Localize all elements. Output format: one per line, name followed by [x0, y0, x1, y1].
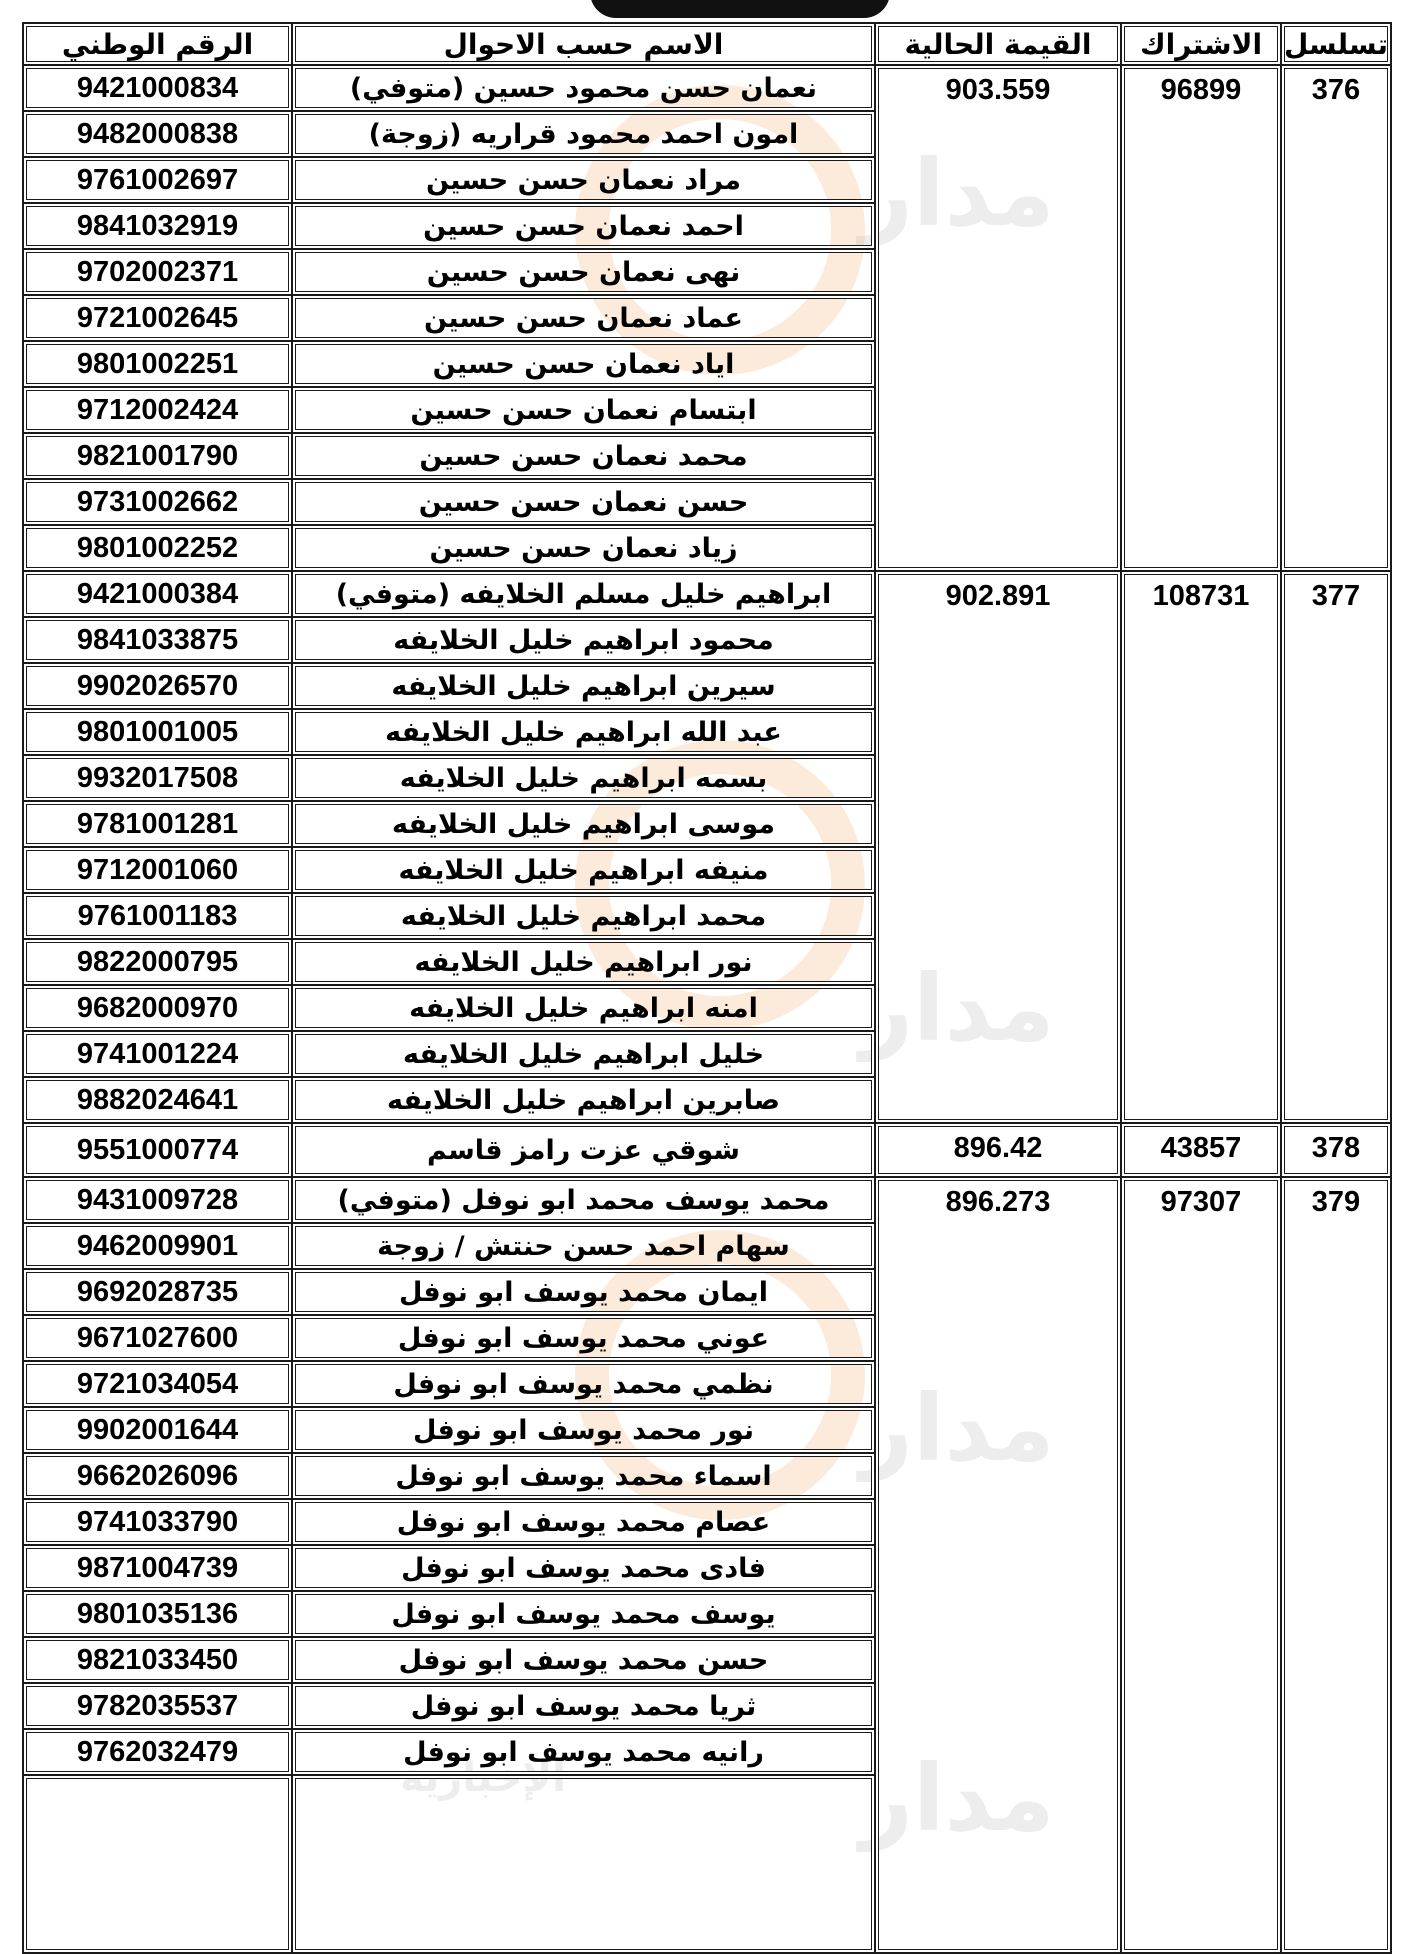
- cell-national-id: 9721034054: [23, 1361, 292, 1407]
- cell-national-id: 9692028735: [23, 1269, 292, 1315]
- cell-national-id: 9662026096: [23, 1453, 292, 1499]
- cell-national-id: 9761002697: [23, 157, 292, 203]
- table-row: [23, 1177, 1391, 1223]
- cell-name: مراد نعمان حسن حسين: [292, 157, 875, 203]
- cell-national-id: 9741001224: [23, 1031, 292, 1077]
- cell-seq: 376: [1281, 65, 1391, 571]
- cell-name: محمد يوسف محمد ابو نوفل (متوفي): [292, 1177, 875, 1223]
- cell-name: حسن محمد يوسف ابو نوفل: [292, 1637, 875, 1683]
- cell-national-id: 9741033790: [23, 1499, 292, 1545]
- cell-national-id: 9841032919: [23, 203, 292, 249]
- cell-name: اياد نعمان حسن حسين: [292, 341, 875, 387]
- cell-name: محمود ابراهيم خليل الخلايفه: [292, 617, 875, 663]
- header-national-id: الرقم الوطني: [23, 23, 292, 65]
- cell-national-id: 9801001005: [23, 709, 292, 755]
- cell-national-id: 9431009728: [23, 1177, 292, 1223]
- cell-name: عبد الله ابراهيم خليل الخلايفه: [292, 709, 875, 755]
- watermark-brand: مدار: [860, 1375, 1055, 1482]
- cell-national-id: 9421000834: [23, 65, 292, 111]
- cell-name: فادى محمد يوسف ابو نوفل: [292, 1545, 875, 1591]
- cell-seq: 379: [1281, 1177, 1391, 1953]
- cell-national-id: 9821001790: [23, 433, 292, 479]
- cell-national-id: 9762032479: [23, 1729, 292, 1775]
- cell-national-id: 9801035136: [23, 1591, 292, 1637]
- cell-national-id: 9801002251: [23, 341, 292, 387]
- cell-national-id: 9712002424: [23, 387, 292, 433]
- cell-national-id: 9882024641: [23, 1077, 292, 1123]
- table-row: [23, 1123, 1391, 1177]
- cell-subscription: 96899: [1121, 65, 1281, 571]
- cell-name: سيرين ابراهيم خليل الخلايفه: [292, 663, 875, 709]
- cell-name: نور ابراهيم خليل الخلايفه: [292, 939, 875, 985]
- cell-name: نور محمد يوسف ابو نوفل: [292, 1407, 875, 1453]
- cell-name: نهى نعمان حسن حسين: [292, 249, 875, 295]
- cell-national-id: 9902026570: [23, 663, 292, 709]
- cell-name: رانيه محمد يوسف ابو نوفل: [292, 1729, 875, 1775]
- cell-name: سهام احمد حسن حنتش / زوجة: [292, 1223, 875, 1269]
- cell-national-id: 9902001644: [23, 1407, 292, 1453]
- cell-name: محمد نعمان حسن حسين: [292, 433, 875, 479]
- cell-current-value: 903.559: [875, 65, 1121, 571]
- cell-name: عصام محمد يوسف ابو نوفل: [292, 1499, 875, 1545]
- cell-national-id: 9421000384: [23, 571, 292, 617]
- cell-seq: 378: [1281, 1123, 1391, 1177]
- header-current-value: القيمة الحالية: [875, 23, 1121, 65]
- cell-name: منيفه ابراهيم خليل الخلايفه: [292, 847, 875, 893]
- cell-subscription: 108731: [1121, 571, 1281, 1123]
- cell-national-id: 9671027600: [23, 1315, 292, 1361]
- cell-national-id: 9712001060: [23, 847, 292, 893]
- cell-name: صابرين ابراهيم خليل الخلايفه: [292, 1077, 875, 1123]
- header-name: الاسم حسب الاحوال: [292, 23, 875, 65]
- watermark-brand: مدار: [860, 955, 1055, 1062]
- cell-name: خليل ابراهيم خليل الخلايفه: [292, 1031, 875, 1077]
- watermark-brand: مدار: [860, 1745, 1055, 1852]
- cell-name: موسى ابراهيم خليل الخلايفه: [292, 801, 875, 847]
- cell-name: زياد نعمان حسن حسين: [292, 525, 875, 571]
- header-subscription: الاشتراك: [1121, 23, 1281, 65]
- top-ornament: [590, 0, 890, 18]
- cell-national-id: 9721002645: [23, 295, 292, 341]
- watermark-brand: مدار: [860, 140, 1055, 247]
- cell-name: ايمان محمد يوسف ابو نوفل: [292, 1269, 875, 1315]
- table-row: [23, 65, 1391, 111]
- table-body: [23, 65, 1391, 1953]
- cell-national-id: 9801002252: [23, 525, 292, 571]
- cell-national-id: 9932017508: [23, 755, 292, 801]
- cell-name: ثريا محمد يوسف ابو نوفل: [292, 1683, 875, 1729]
- cell-national-id: 9551000774: [23, 1123, 292, 1177]
- table-row: [23, 571, 1391, 617]
- cell-name: امون احمد محمود قراريه (زوجة): [292, 111, 875, 157]
- cell-national-id: 9782035537: [23, 1683, 292, 1729]
- cell-name: نعمان حسن محمود حسين (متوفي): [292, 65, 875, 111]
- cell-name: امنه ابراهيم خليل الخلايفه: [292, 985, 875, 1031]
- cell-national-id: 9682000970: [23, 985, 292, 1031]
- cell-name: عوني محمد يوسف ابو نوفل: [292, 1315, 875, 1361]
- beneficiaries-table: [22, 22, 1392, 1954]
- cell-subscription: 43857: [1121, 1123, 1281, 1177]
- cell-national-id: 9871004739: [23, 1545, 292, 1591]
- cell-national-id: 9821033450: [23, 1637, 292, 1683]
- cell-current-value: 896.273: [875, 1177, 1121, 1953]
- cell-name: بسمه ابراهيم خليل الخلايفه: [292, 755, 875, 801]
- watermark-subtitle: الإخبارية: [400, 1755, 566, 1801]
- cell-name: حسن نعمان حسن حسين: [292, 479, 875, 525]
- cell-name: احمد نعمان حسن حسين: [292, 203, 875, 249]
- cell-current-value: 902.891: [875, 571, 1121, 1123]
- cell-name: نظمي محمد يوسف ابو نوفل: [292, 1361, 875, 1407]
- cell-national-id: 9462009901: [23, 1223, 292, 1269]
- cell-national-id: 9841033875: [23, 617, 292, 663]
- cell-subscription: 97307: [1121, 1177, 1281, 1953]
- cell-national-id: [23, 1775, 292, 1953]
- cell-seq: 377: [1281, 571, 1391, 1123]
- cell-national-id: 9482000838: [23, 111, 292, 157]
- cell-national-id: 9731002662: [23, 479, 292, 525]
- cell-name: محمد ابراهيم خليل الخلايفه: [292, 893, 875, 939]
- cell-name: [292, 1775, 875, 1953]
- cell-name: ابتسام نعمان حسن حسين: [292, 387, 875, 433]
- cell-name: شوقي عزت رامز قاسم: [292, 1123, 875, 1177]
- table-header-row: [23, 23, 1391, 65]
- cell-national-id: 9822000795: [23, 939, 292, 985]
- header-seq: تسلسل: [1281, 23, 1391, 65]
- cell-national-id: 9702002371: [23, 249, 292, 295]
- cell-national-id: 9781001281: [23, 801, 292, 847]
- cell-name: يوسف محمد يوسف ابو نوفل: [292, 1591, 875, 1637]
- cell-name: ابراهيم خليل مسلم الخلايفه (متوفي): [292, 571, 875, 617]
- cell-current-value: 896.42: [875, 1123, 1121, 1177]
- cell-national-id: 9761001183: [23, 893, 292, 939]
- cell-name: اسماء محمد يوسف ابو نوفل: [292, 1453, 875, 1499]
- cell-name: عماد نعمان حسن حسين: [292, 295, 875, 341]
